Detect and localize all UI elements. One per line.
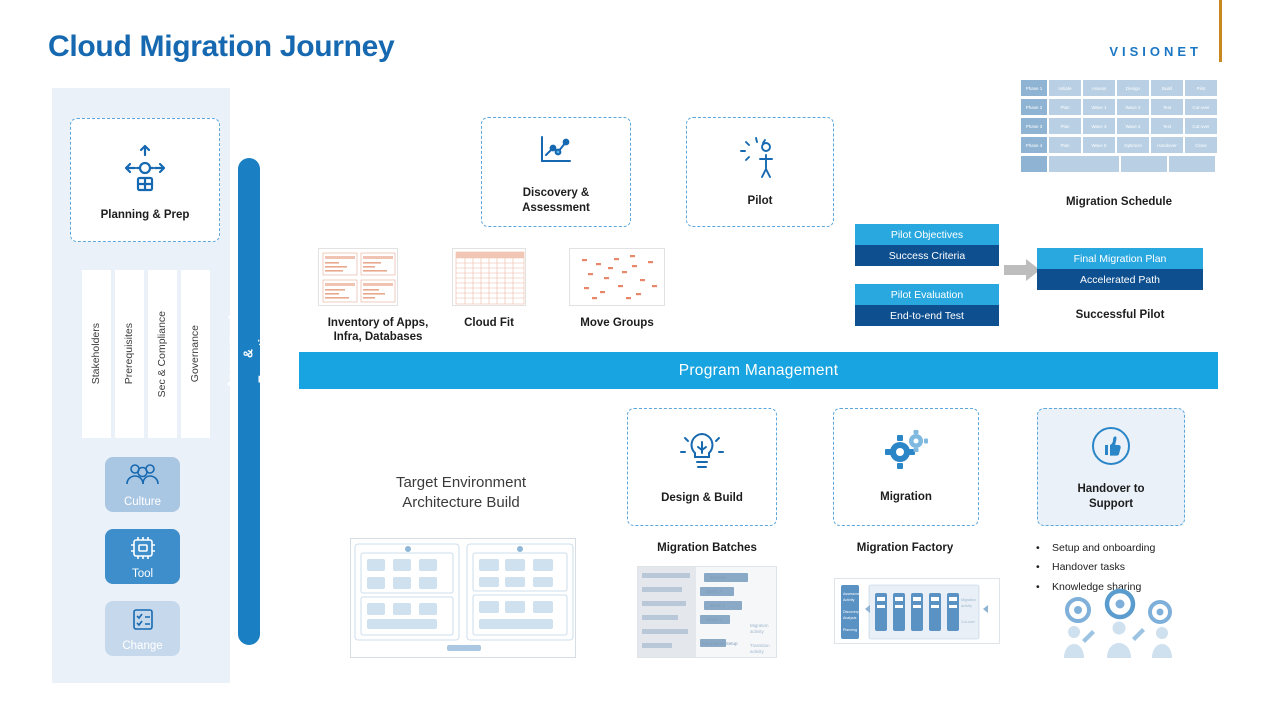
- stage-handover-label: Handover to Support: [1077, 483, 1145, 510]
- svg-text:activity: activity: [750, 649, 764, 654]
- target-architecture-thumbnail[interactable]: [350, 538, 576, 658]
- pilot-evaluation-group: [855, 284, 999, 326]
- target-environment-caption: Target Environment Architecture Build: [395, 474, 527, 511]
- list-item-label: Setup and onboarding: [1052, 542, 1156, 554]
- stage-design-build-label: Design & Build: [661, 492, 743, 505]
- analytics-chart-icon: [530, 129, 582, 178]
- svg-text:Batch 2: Batch 2: [710, 603, 726, 608]
- assessment-execution-label: Assessment & Execution: [225, 314, 271, 389]
- list-item-label: Handover tasks: [1052, 561, 1125, 574]
- pilot-row-success[interactable]: Success Criteria: [855, 245, 999, 266]
- inventory-caption: Inventory of Apps, Infra, Databases: [327, 317, 429, 344]
- migration-factory-caption: Migration Factory: [856, 542, 954, 554]
- list-item: • Knowledge sharing: [1036, 578, 1206, 597]
- stage-design-build[interactable]: [627, 408, 777, 526]
- list-item-label: Knowledge sharing: [1052, 580, 1142, 593]
- vertical-card[interactable]: [115, 270, 144, 438]
- stage-discovery-assessment[interactable]: [481, 117, 631, 227]
- cloud-fit-thumbnail[interactable]: [452, 248, 526, 306]
- chip-icon: [105, 534, 180, 565]
- teamwork-gears-illustration: [1058, 588, 1180, 665]
- svg-text:Batches: Batches: [710, 575, 727, 580]
- move-groups-caption: Move Groups: [580, 317, 654, 329]
- inventory-thumbnail[interactable]: [318, 248, 398, 306]
- pill-tool-label: Tool: [131, 568, 154, 580]
- stage-pilot[interactable]: [686, 117, 834, 227]
- lightbulb-gear-icon: [675, 428, 729, 483]
- pilot-row-objectives[interactable]: Pilot Objectives: [855, 224, 999, 245]
- svg-text:Migration: Migration: [961, 598, 976, 602]
- prerequisite-card-group: [82, 270, 210, 438]
- pill-change-label: Change: [122, 640, 163, 652]
- svg-text:Assessment: Assessment: [843, 592, 863, 596]
- vertical-card[interactable]: [148, 270, 177, 438]
- stage-discovery-label: Discovery & Assessment: [522, 187, 590, 214]
- vertical-card-label: Stakeholders: [90, 323, 103, 385]
- final-migration-plan-row[interactable]: Final Migration Plan: [1037, 248, 1203, 269]
- svg-text:Planning: Planning: [843, 628, 857, 632]
- vertical-card-label: Sec & Compliance: [156, 310, 169, 398]
- svg-text:Transition: Transition: [750, 643, 770, 648]
- svg-text:Batch 3: Batch 3: [706, 589, 722, 594]
- pilot-row-e2e-test[interactable]: End-to-end Test: [855, 305, 999, 326]
- pill-tool[interactable]: [105, 529, 180, 584]
- stage-pilot-label: Pilot: [747, 195, 773, 208]
- migration-schedule-caption: Migration Schedule: [1065, 196, 1173, 208]
- page-title: Cloud Migration Journey: [48, 30, 395, 63]
- stage-handover-support[interactable]: [1037, 408, 1185, 526]
- svg-text:Batch 1: Batch 1: [706, 617, 722, 622]
- cloud-fit-caption: Cloud Fit: [464, 317, 514, 329]
- thumbs-up-icon: [1085, 423, 1137, 474]
- migration-factory-thumbnail[interactable]: [834, 578, 1000, 644]
- svg-text:Activity: Activity: [843, 598, 855, 602]
- svg-text:Foundation Setup: Foundation Setup: [702, 641, 738, 646]
- program-management-bar[interactable]: [299, 352, 1218, 389]
- vertical-card[interactable]: [181, 270, 210, 438]
- svg-text:Analysis: Analysis: [843, 616, 857, 620]
- assessment-execution-band: [238, 158, 260, 645]
- brand-wordmark: VISIONET: [1109, 44, 1202, 59]
- migration-batches-thumbnail[interactable]: [637, 566, 777, 658]
- svg-text:activity: activity: [961, 604, 972, 608]
- svg-text:Discovery: Discovery: [843, 610, 859, 614]
- gears-icon: [879, 429, 933, 482]
- vertical-card-label: Governance: [189, 325, 202, 383]
- list-item: • Setup and onboarding: [1036, 539, 1206, 558]
- stage-migration-label: Migration: [880, 491, 932, 504]
- pill-culture-label: Culture: [123, 496, 162, 508]
- stage-migration[interactable]: [833, 408, 979, 526]
- final-plan-group: [1037, 248, 1203, 290]
- pilot-objectives-group: [855, 224, 999, 266]
- expand-arrows-icon: [116, 140, 174, 201]
- migration-batches-caption: Migration Batches: [657, 542, 757, 554]
- pill-change[interactable]: [105, 601, 180, 656]
- accelerated-path-row[interactable]: Accelerated Path: [1037, 269, 1203, 290]
- svg-text:Cut-over: Cut-over: [961, 620, 975, 624]
- vertical-card[interactable]: [82, 270, 111, 438]
- svg-text:activity: activity: [750, 629, 764, 634]
- vertical-card-label: Prerequisites: [123, 323, 136, 385]
- pill-culture[interactable]: [105, 457, 180, 512]
- successful-pilot-caption: Successful Pilot: [1075, 309, 1165, 321]
- pilot-row-evaluation[interactable]: Pilot Evaluation: [855, 284, 999, 305]
- svg-text:Migration: Migration: [750, 623, 769, 628]
- checklist-icon: [105, 606, 180, 637]
- list-item: • Handover tasks: [1036, 558, 1206, 577]
- brand-accent-bar: [1219, 0, 1222, 62]
- move-groups-thumbnail[interactable]: [569, 248, 665, 306]
- people-icon: [105, 462, 180, 491]
- person-idea-icon: [735, 135, 785, 186]
- program-management-label: Program Management: [678, 361, 839, 379]
- planning-and-prep-label: Planning & Prep: [100, 208, 190, 221]
- migration-schedule-thumbnail[interactable]: Phase 1 Initiate Assess Design Build Pilot Phase 2 Plan Wave 1 Wave 2 Test Cut-over Phase 3 Plan Wave 3 Wave 4 Test Cut-over Phase 4 Plan Wave 5 Optimize Handover Close: [1021, 80, 1217, 185]
- planning-and-prep-card[interactable]: [70, 118, 220, 242]
